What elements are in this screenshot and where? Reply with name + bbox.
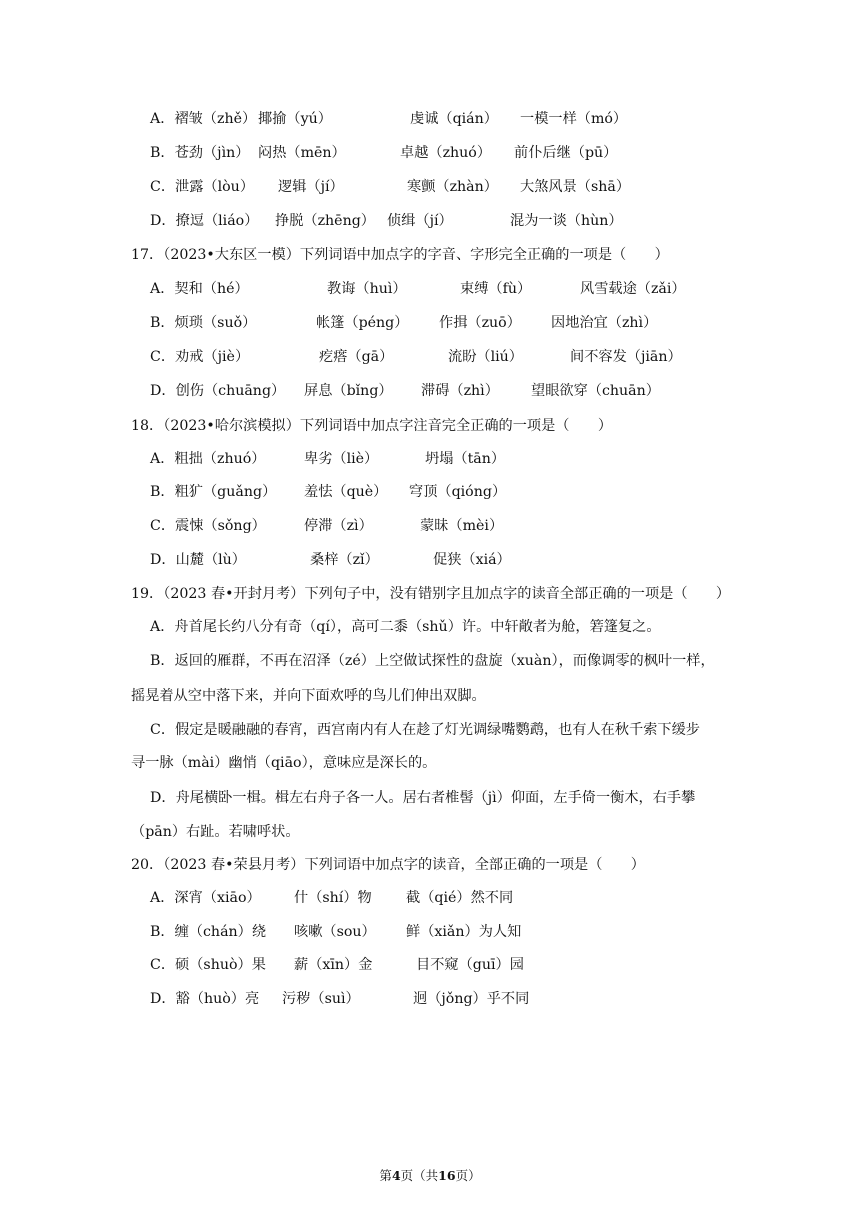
option-label: D．创伤（chuāng） — [150, 383, 286, 399]
option-term: 桑梓（zǐ） — [310, 552, 379, 568]
option-term: 虔诚（qián） — [410, 111, 498, 127]
option-term: 屏息（bǐng） — [304, 383, 393, 399]
option-term: 目不窥（guī）园 — [416, 957, 524, 973]
footer-post: 页） — [455, 1168, 481, 1183]
footer-pre: 第 — [379, 1168, 392, 1183]
option-term: 揶揄（yú） — [258, 111, 332, 127]
option-b-sentence-line2: 摇晃着从空中落下来，并向下面欢呼的鸟儿们伸出双脚。 — [131, 688, 486, 704]
option-term: 间不容发（jiān） — [570, 349, 682, 365]
option-term: 截（qié）然不同 — [406, 890, 514, 906]
option-label: D．撩逗（liáo） — [150, 213, 259, 229]
option-term: 迥（jǒng）乎不同 — [413, 991, 530, 1007]
option-term: 闷热（mēn） — [258, 145, 346, 161]
option-term: 穹顶（qióng） — [409, 484, 507, 500]
option-term: 侦缉（jí） — [387, 213, 453, 229]
option-term: 流盼（liú） — [448, 349, 523, 365]
option-term: 鲜（xiǎn）为人知 — [406, 924, 522, 940]
option-label: B．缠（chán）绕 — [150, 924, 267, 940]
option-term: 望眼欲穿（chuān） — [531, 383, 660, 399]
option-label: A．契和（hé） — [150, 281, 249, 297]
option-label: C．劝戒（jiè） — [150, 349, 250, 365]
option-a-sentence: A．舟首尾长约八分有奇（qí），高可二黍（shǔ）许。中轩敞者为舱，箬篷复之。 — [150, 619, 661, 635]
option-term: 一模一样（mó） — [520, 111, 628, 127]
option-term: 教诲（huì） — [327, 281, 407, 297]
option-term: 寒颤（zhàn） — [407, 179, 498, 195]
option-term: 因地治宜（zhì） — [551, 315, 658, 331]
option-term: 作揖（zuō） — [439, 315, 521, 331]
footer-mid: 页（共 — [400, 1168, 439, 1183]
option-term: 帐篷（péng） — [316, 315, 409, 331]
option-term: 坍塌（tān） — [425, 451, 506, 467]
option-term: 束缚（fù） — [460, 281, 532, 297]
option-label: A．深宵（xiāo） — [150, 890, 261, 906]
option-term: 停滞（zì） — [304, 518, 373, 534]
footer-total: 16 — [438, 1168, 456, 1183]
option-term: 卑劣（liè） — [304, 451, 379, 467]
option-d-sentence-line2: （pān）右趾。若啸呼状。 — [131, 824, 300, 840]
question-20-stem: 20．（2023 春•荣县月考）下列词语中加点字的读音，全部正确的一项是（ ） — [131, 857, 645, 873]
page-footer — [0, 1166, 860, 1184]
option-term: 卓越（zhuó） — [400, 145, 492, 161]
option-term: 疙瘩（gā） — [319, 349, 394, 365]
option-label: B．烦琐（suǒ） — [150, 315, 257, 331]
option-label: A．粗拙（zhuó） — [150, 451, 266, 467]
option-c-sentence-line1: C．假定是暖融融的春宵，西宫南内有人在趁了灯光调绿嘴鹦鹉，也有人在秋千索下缓步 — [150, 722, 700, 738]
option-label: C．硕（shuò）果 — [150, 957, 266, 973]
option-term: 薪（xīn）金 — [294, 957, 373, 973]
option-term: 污秽（suì） — [282, 991, 360, 1007]
question-17-stem: 17．（2023•大东区一模）下列词语中加点字的字音、字形完全正确的一项是（ ） — [131, 247, 669, 263]
question-18-stem: 18．（2023•哈尔滨模拟）下列词语中加点字注音完全正确的一项是（ ） — [131, 418, 613, 434]
option-label: C．泄露（lòu） — [150, 179, 255, 195]
option-b-sentence-line1: B．返回的雁群，不再在沼泽（zé）上空做试探性的盘旋（xuàn），而像调零的枫叶一样， — [150, 653, 715, 669]
option-term: 蒙昧（mèi） — [420, 518, 504, 534]
footer-page: 4 — [391, 1168, 401, 1183]
option-term: 咳嗽（sou） — [294, 924, 376, 940]
option-d-sentence-line1: D．舟尾横卧一楫。楫左右舟子各一人。居右者椎髻（jì）仰面，左手倚一衡木，右手攀 — [150, 790, 696, 806]
option-term: 风雪载途（zǎi） — [580, 281, 686, 297]
option-term: 混为一谈（hùn） — [510, 213, 623, 229]
option-label: B．粗犷（guǎng） — [150, 484, 277, 500]
option-term: 什（shí）物 — [294, 890, 372, 906]
option-label: A．褶皱（zhě） — [150, 111, 257, 127]
option-term: 促狭（xiá） — [433, 552, 511, 568]
option-term: 羞怯（què） — [304, 484, 388, 500]
option-term: 前仆后继（pū） — [514, 145, 618, 161]
option-term: 滞碍（zhì） — [421, 383, 499, 399]
option-label: D．山麓（lù） — [150, 552, 246, 568]
option-term: 逻辑（jí） — [278, 179, 344, 195]
question-19-stem: 19．（2023 春•开封月考）下列句子中，没有错别字且加点字的读音全部正确的一项是（ ） — [131, 586, 731, 602]
option-c-sentence-line2: 寻一脉（mài）幽悄（qiāo），意味应是深长的。 — [131, 755, 437, 771]
option-label: B．苍劲（jìn） — [150, 145, 250, 161]
option-term: 大煞风景（shā） — [520, 179, 631, 195]
option-label: C．震悚（sǒng） — [150, 518, 266, 534]
option-term: 挣脱（zhēng） — [275, 213, 375, 229]
option-label: D．豁（huò）亮 — [150, 991, 260, 1007]
